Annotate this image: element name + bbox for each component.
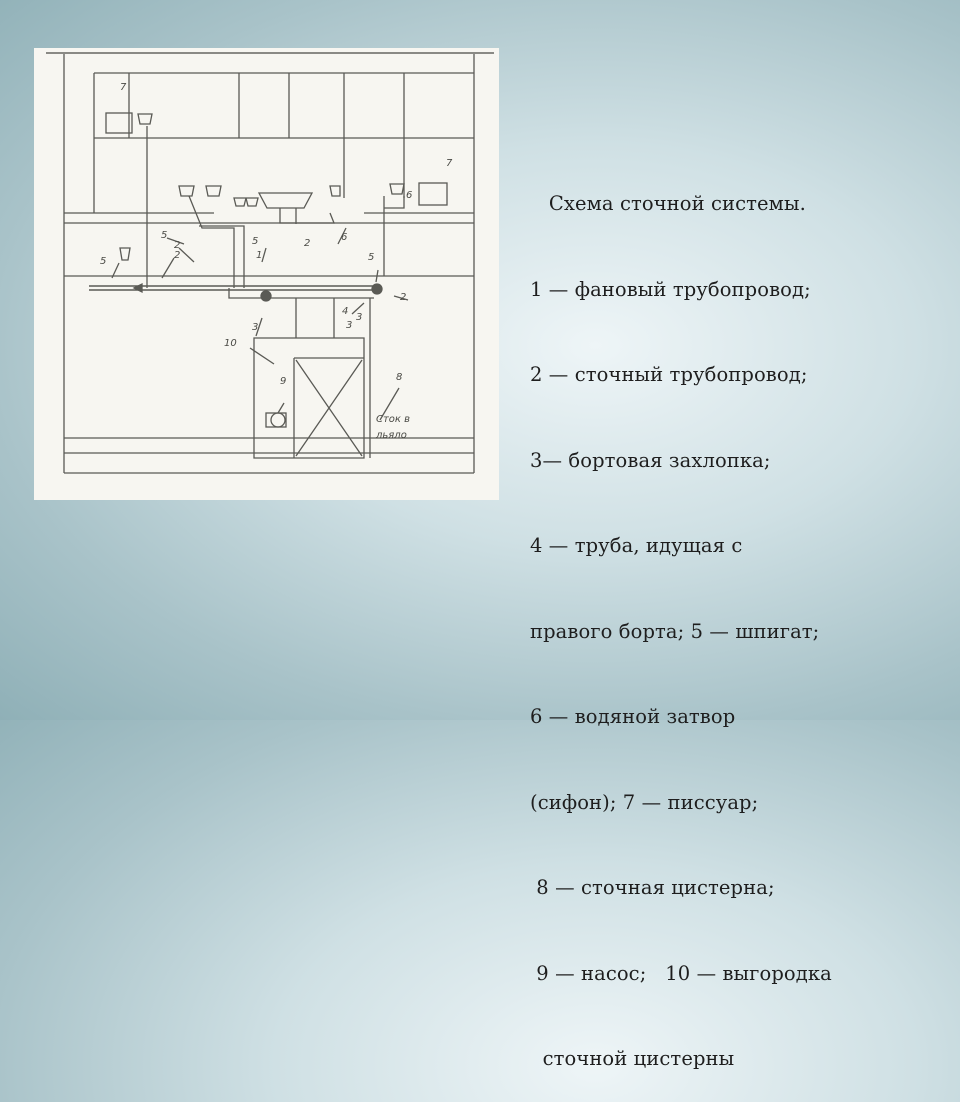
label-3-a: 3 <box>252 322 259 333</box>
caption-line: 6 — водяной затвор <box>530 705 736 728</box>
caption-line: сточной цистерны <box>530 1047 735 1070</box>
tank-8-cross <box>296 360 362 456</box>
scupper-fixture <box>120 248 130 260</box>
pipe-lower <box>229 286 379 298</box>
label-3-b: 3 <box>346 320 353 331</box>
siphon-fixture <box>330 186 340 196</box>
label-7-left: 7 <box>120 82 127 93</box>
label-8: 8 <box>396 372 403 383</box>
pipe-drain-2 <box>280 208 334 224</box>
fixture-left <box>138 114 152 124</box>
caption-line: 1 — фановый трубопровод; <box>530 277 811 301</box>
pipe-main-horizontal <box>89 286 374 290</box>
enclosure-10 <box>254 338 364 458</box>
caption-line: 9 — насос; 10 — выгородка <box>530 961 832 985</box>
upper-bulkheads <box>129 73 404 198</box>
bottom-plating <box>64 438 474 453</box>
label-5-left: 5 <box>100 256 107 267</box>
label-2-right: 2 <box>400 292 407 303</box>
caption-line: 4 — труба, идущая с <box>530 534 743 557</box>
caption-title: Схема сточной системы. <box>530 192 806 215</box>
hull-outline <box>64 53 474 473</box>
sewage-system-diagram <box>34 48 499 500</box>
caption-line: (сифон); 7 — писсуар; <box>530 790 759 814</box>
valve-3a <box>261 291 271 301</box>
upper-deck-line <box>94 73 474 213</box>
label-5-a: 5 <box>161 230 168 241</box>
label-2-a: 2 <box>174 240 181 251</box>
legend-caption <box>530 133 940 1102</box>
label-4: 4 <box>342 306 349 317</box>
deck-plating <box>64 213 474 223</box>
label-drain-1: Сток в <box>376 414 411 425</box>
urinal-left <box>106 113 132 133</box>
caption-line: 8 — сточная цистерна; <box>530 876 775 899</box>
tank-pipes <box>296 298 334 338</box>
valve-3b <box>372 284 382 294</box>
label-2-b: 2 <box>304 238 311 249</box>
label-5-right: 5 <box>368 252 375 263</box>
pump-motor <box>271 413 285 427</box>
pipe-fan-1 <box>189 196 244 288</box>
sink-trough <box>259 193 312 208</box>
pipe-right-riser <box>384 196 404 276</box>
label-3-c: 3 <box>356 312 363 323</box>
label-6-a: 6 <box>341 232 348 243</box>
caption-line: 2 — сточный трубопровод; <box>530 363 808 386</box>
urinal-right <box>419 183 447 205</box>
label-9: 9 <box>280 376 287 387</box>
label-5-b: 5 <box>252 236 259 247</box>
label-drain-2: льяло <box>376 430 407 441</box>
fixture-right <box>390 184 404 194</box>
caption-line: правого борта; 5 — шпигат; <box>530 619 820 643</box>
label-7-right: 7 <box>446 158 453 169</box>
label-10: 10 <box>224 338 237 349</box>
label-2-left: 2 <box>174 250 181 261</box>
caption-line: 3— бортовая захлопка; <box>530 448 771 472</box>
label-1: 1 <box>256 250 263 261</box>
washbasins <box>179 186 258 206</box>
label-6-b: 6 <box>406 190 413 201</box>
